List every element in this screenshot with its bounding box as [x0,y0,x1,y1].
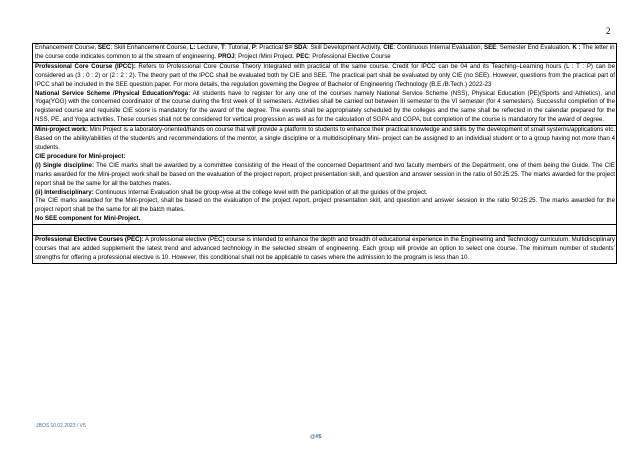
abbreviations-row [33,43,616,62]
abbreviation-term: L: [189,44,196,51]
ipcc-paragraph [35,63,615,90]
abbreviation-definition: Enhancement Course, [35,44,98,51]
abbreviation-definition: : Skill Development Activity, [306,44,384,51]
nss-heading: National Service Scheme /Physical Education/Yoga: [35,89,191,97]
single-discipline-paragraph [35,162,615,189]
single-discipline-text: The CIE marks shall be awarded by a committee consisting of the Head of the concerned Department and two faculty members of the Department, one of them being the Guide. The CIE marks awarded for the Mini-project work shall be based on the evaluation of the project report, project presentation skill, and question and answer session in the ratio of 50:25:25. The marks awarded for the project report shall be the same for all the batches mates. [35,161,615,187]
pec-heading: Professional Elective Courses (PEC): [35,236,144,244]
no-see-note: No SEE component for Mini-Project. [35,215,141,223]
interdisciplinary-cie-paragraph: The CIE marks awarded for the Mini-project, shall be based on the evaluation of the project report, project presentation skill, and question and answer session in the ratio 50:25:25. The marks awarded for the project report shall be the same for all the batch mates. [35,197,615,214]
cie-procedure-heading: CIE procedure for Mini-project: [35,152,126,160]
ipcc-heading: Professional Core Course (IPCC): [35,62,136,70]
abbreviation-term: CIE [383,44,394,51]
abbreviation-term: K : [572,44,581,51]
abbreviation-definition: : Tutorial, [224,44,252,51]
abbreviation-term: SEC [97,44,111,51]
single-discipline-heading: (i) Single discipline: [35,161,94,169]
footer-version: JBOS 10.02.2023 / V5 [36,423,86,429]
mini-project-heading: Mini-project work: [35,126,88,134]
notes-table [32,43,617,264]
abbreviation-definition: : Skill Enhancement Course, [110,44,190,51]
pec-row [33,235,616,263]
abbreviation-definition: : Semester End Evaluation. [496,44,573,51]
abbreviation-definition: Lecture, [195,44,222,51]
mini-project-row [33,125,616,224]
pec-paragraph [35,236,615,263]
abbreviation-term: PROJ [217,52,235,60]
blank-row [33,224,616,235]
mini-project-paragraph [35,126,615,153]
abbreviation-term: P [251,44,256,51]
interdisciplinary-heading: (ii) Interdisciplinary: [35,188,94,196]
abbreviation-definition: : Practical [255,44,285,51]
page-number: 2 [606,26,611,36]
nss-text: All students have to register for any one of the courses namely National Service Scheme (NSS), Physical Education (PE)(Sports and Athletics), and Yoga(YOG) with the concerned coordinator of the course during the first week of III semesters. Activities shall be carried out between III semester to the VI semester (for 4 semesters). Successful completion of the registered course and requisite CIE score is mandatory for the award of the degree. The events shall be appropriately scheduled by the colleges and the same shall be reflected in the calendar prepared for the NSS, PE, and Yoga activities. These courses shall not be considered for vertical progression as well as for the calculation of SGPA and CGPA, but completion of the course is mandatory for the award of degree. [35,89,615,124]
interdisciplinary-paragraph [35,189,615,198]
abbreviation-term: PEC [296,52,309,60]
abbreviation-term: SEE [483,44,497,51]
ipcc-text: Refers to Professional Core Course Theory Integrated with practical of the same course. Credit for IPCC can be 04 and its Teaching–Learning hours (L : T : P) can be considered as (3 : 0 : 2) or (2 : 2 : 2). The theory part of the IPCC shall be evaluated both by CIE and SEE. The practical part shall be evaluated by only CIE (no SEE). However, questions from the practical part of IPCC shall be included in the SEE question paper. For more details, the regulation governing the Degree of Bachelor of Engineering /Technology (B.E./B.Tech.) 2022-23 [35,62,615,88]
footer-mark: @#$ [310,434,322,440]
mini-project-text: Mini Project is a laboratory-oriented/hands on course that will provide a platform to students to enhance their practical knowledge and skills by the development of small systems/applications etc. Based on the ability/abilities of the student/s and recommendations of the mentor, a single discipline or a multidisciplinary Mini- project can be assigned to an individual student or to a group having not more than 4 students. [35,126,615,151]
ipcc-row [33,62,616,125]
abbreviation-term: T [221,44,225,51]
nss-paragraph [35,90,615,126]
abbreviation-definition: : Professional Elective Course [308,52,391,60]
interdisciplinary-text: Continuous Internal Evaluation shall be group-wise at the college level with the participation of all the guides of the project. [93,188,428,196]
abbreviation-definition: : Project /Mini Project. [234,52,297,60]
pec-text: A professional elective (PEC) course is intended to enhance the depth and breadth of educational experience in the Engineering and Technology curriculum. Multidisciplinary courses that are added supplement the latest trend and advanced technology in the selected stream of engineering. Each group will provide an option to select one course. The minimum number of students’ strengths for offering a professional elective is 10. However, this conditional shall not be applicable to cases where the admission to the program is less than 10. [35,236,615,261]
abbreviation-definition: : Continuous Internal Evaluation, [393,44,484,51]
abbreviations-text [35,44,615,62]
abbreviation-term: S= SDA [284,44,307,51]
abbreviation-definition: The letter in the course code indicates common to al the stream of engineering. [35,44,615,60]
